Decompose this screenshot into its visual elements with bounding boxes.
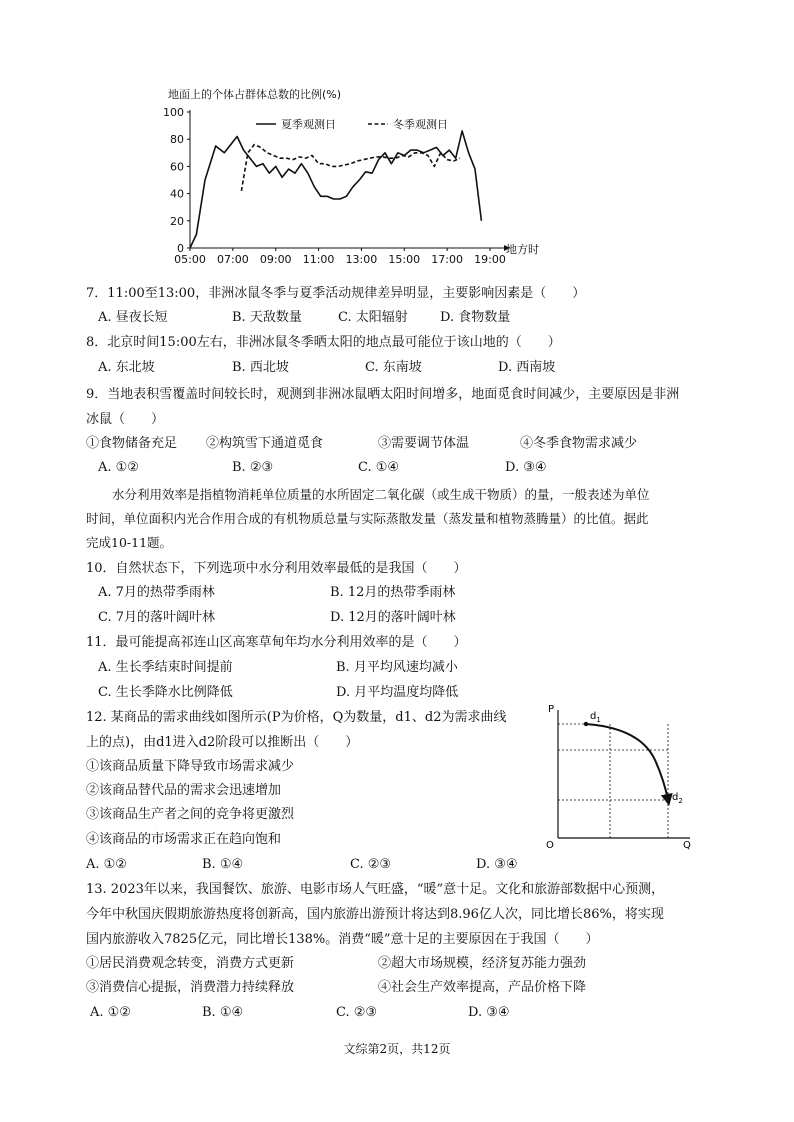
q13-item-1: ①居民消费观念转变，消费方式更新	[86, 956, 295, 971]
question-8-text: 8．北京时间15:00左右，非洲冰鼠冬季晒太阳的地点最可能位于该山地的（ ）	[86, 335, 561, 350]
q11-option-d[interactable]: D. 月平均温度均降低	[336, 685, 459, 700]
legend-label-summer: 夏季观测日	[281, 118, 336, 131]
question-9-line2: 冰鼠（ ）	[86, 412, 165, 427]
q9-option-b[interactable]: B. ②③	[232, 460, 274, 475]
q9-item-4: ④冬季食物需求减少	[520, 436, 638, 451]
question-12-line1: 12. 某商品的需求曲线如图所示(P为价格，Q为数量，d1、d2为需求曲线	[86, 710, 507, 725]
q10-option-b[interactable]: B. 12月的热带季雨林	[330, 585, 456, 600]
label-d2: $d_2$	[672, 792, 683, 805]
y-tick-label: 100	[163, 106, 184, 119]
x-tick-label: 19:00	[474, 253, 506, 266]
q9-option-a[interactable]: A. ①②	[98, 460, 139, 475]
q7-option-a[interactable]: A. 昼夜长短	[98, 310, 168, 325]
label-d1: $d_1$	[590, 711, 601, 724]
q12-option-b[interactable]: B. ①④	[202, 857, 244, 872]
q12-item-2: ②该商品替代品的需求会迅速增加	[86, 783, 282, 798]
q13-item-4: ④社会生产效率提高，产品价格下降	[378, 980, 587, 995]
q10-option-c[interactable]: C. 7月的落叶阔叶林	[98, 610, 216, 625]
q12-item-3: ③该商品生产者之间的竞争将更激烈	[86, 807, 295, 822]
q11-option-b[interactable]: B. 月平均风速均减小	[336, 660, 458, 675]
y-tick-label: 40	[170, 187, 184, 201]
q10-option-d[interactable]: D. 12月的落叶阔叶林	[330, 610, 456, 625]
question-10-text: 10．自然状态下，下列选项中水分利用效率最低的是我国（ ）	[86, 561, 467, 576]
x-tick-label: 11:00	[302, 253, 335, 266]
question-13-line1: 13. 2023年以来，我国餐饮、旅游、电影市场人气旺盛，“暖”意十足。文化和旅游部数据中心预测，	[86, 882, 665, 897]
activity-line-chart	[160, 82, 540, 272]
demand-ylabel: P	[548, 704, 555, 715]
q11-option-a[interactable]: A. 生长季结束时间提前	[98, 660, 233, 675]
q13-option-a[interactable]: A. ①②	[90, 1005, 131, 1020]
question-12-line2: 上的点)，由d1进入d2阶段可以推断出（ ）	[86, 735, 359, 750]
page-footer: 文综第2页，共12页	[343, 1042, 451, 1056]
chart-series	[190, 131, 481, 248]
q9-item-2: ②构筑雪下通道觅食	[206, 436, 324, 451]
q12-option-c[interactable]: C. ②③	[350, 857, 392, 872]
passage-line2: 时间，单位面积内光合作用合成的有机物质总量与实际蒸散发量（蒸发量和植物蒸腾量）的比值。据此	[86, 511, 649, 526]
q8-option-c[interactable]: C. 东南坡	[365, 360, 422, 375]
q12-item-4: ④该商品的市场需求正在趋向饱和	[86, 832, 282, 847]
question-7-text: 7．11:00至13:00，非洲冰鼠冬季与夏季活动规律差异明显，主要影响因素是（ ）	[86, 286, 586, 301]
demand-curve-chart	[540, 700, 700, 850]
q11-option-c[interactable]: C. 生长季降水比例降低	[98, 685, 233, 700]
demand-xlabel: Q	[683, 840, 691, 850]
q9-option-d[interactable]: D. ③④	[505, 460, 547, 475]
question-13-line2: 今年中秋国庆假期旅游热度将创新高，国内旅游出游预计将达到8.96亿人次，同比增长86%，将实现	[86, 907, 664, 922]
question-11-text: 11．最可能提高祁连山区高寒草甸年均水分利用效率的是（ ）	[86, 635, 467, 650]
q7-option-d[interactable]: D. 食物数量	[440, 310, 511, 325]
x-tick-label: 07:00	[217, 253, 249, 266]
q12-option-d[interactable]: D. ③④	[476, 857, 518, 872]
y-tick-label: 0	[177, 242, 184, 255]
q13-item-2: ②超大市场规模，经济复苏能力强劲	[378, 956, 587, 971]
question-7	[86, 284, 585, 304]
q13-item-3: ③消费信心提振，消费潜力持续释放	[86, 980, 295, 995]
q10-option-a[interactable]: A. 7月的热带季雨林	[98, 585, 215, 600]
x-tick-label: 13:00	[345, 253, 378, 266]
series-line-summer	[190, 131, 481, 248]
passage-line3: 完成10-11题。	[86, 535, 173, 550]
x-tick-label: 05:00	[174, 253, 206, 266]
q13-option-d[interactable]: D. ③④	[468, 1005, 510, 1020]
legend-label-winter: 冬季观测日	[393, 118, 448, 131]
q8-option-a[interactable]: A. 东北坡	[98, 360, 155, 375]
y-tick-label: 80	[170, 133, 184, 147]
q12-item-1: ①该商品质量下降导致市场需求减少	[86, 759, 295, 774]
x-tick-label: 17:00	[431, 253, 463, 266]
chart-ylabel: 地面上的个体占群体总数的比例(%)	[168, 88, 342, 101]
question-13-line3: 国内旅游收入7825亿元，同比增长138%。消费“暖”意十足的主要原因在于我国（ ）	[86, 932, 599, 947]
q7-option-c[interactable]: C. 太阳辐射	[338, 310, 408, 325]
q9-item-1: ①食物储备充足	[86, 436, 178, 451]
q8-option-d[interactable]: D. 西南坡	[498, 360, 556, 375]
point-d2	[666, 798, 670, 802]
q13-option-c[interactable]: C. ②③	[336, 1005, 378, 1020]
q9-option-c[interactable]: C. ①④	[358, 460, 400, 475]
q12-option-a[interactable]: A. ①②	[86, 857, 127, 872]
q7-option-b[interactable]: B. 天敌数量	[232, 310, 302, 325]
q8-option-b[interactable]: B. 西北坡	[232, 360, 289, 375]
chart-x-ticks	[174, 248, 506, 266]
chart-y-ticks	[163, 106, 190, 255]
demand-origin: O	[546, 840, 554, 850]
y-tick-label: 20	[170, 214, 184, 228]
x-tick-label: 09:00	[259, 253, 292, 266]
q9-item-3: ③需要调节体温	[378, 436, 470, 451]
y-tick-label: 60	[170, 160, 184, 174]
chart-legend	[256, 117, 448, 131]
chart-xlabel: 地方时	[506, 243, 539, 256]
x-tick-label: 15:00	[388, 253, 421, 266]
q13-option-b[interactable]: B. ①④	[202, 1005, 244, 1020]
demand-curve	[586, 724, 668, 800]
question-9-line1: 9．当地表积雪覆盖时间较长时，观测到非洲冰鼠晒太阳时间增多，地面觅食时间减少，主要原因是非洲	[86, 387, 680, 402]
point-d1	[584, 722, 588, 726]
passage-line1: 水分利用效率是指植物消耗单位质量的水所固定二氧化碳（或生成干物质）的量，一般表述为单位	[112, 487, 650, 502]
